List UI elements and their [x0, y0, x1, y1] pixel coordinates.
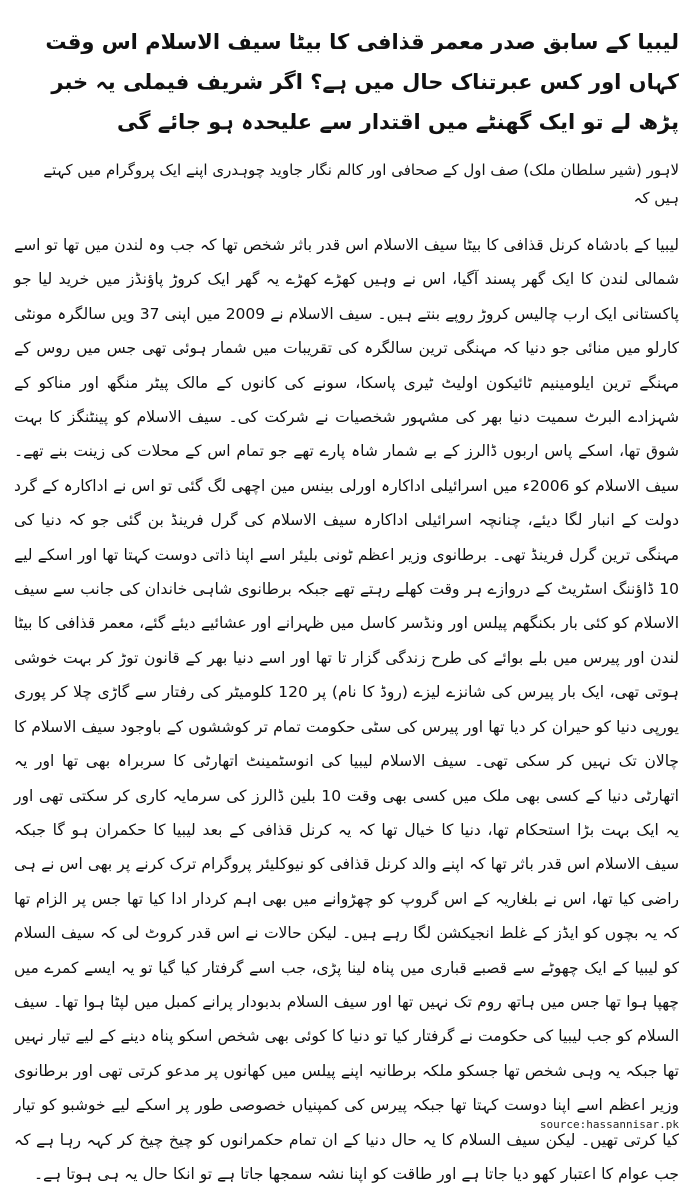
article-body: لیبیا کے بادشاہ کرنل قذافی کا بیٹا سیف الاسلام اس قدر باثر شخص تھا کہ جب وہ لندن میں تھا تو اسے شمالی لندن کا ایک گھر پسند آگیا، اس نے وہیں کھڑے کھڑے یہ گھر ایک کروڑ پاؤنڈز میں خرید لیا جو پاکستانی ایک ارب چالیس کروڑ روپے بنتے ہیں۔ سیف الاسلام نے 2009 میں اپنی 37 ویں سالگرہ مونٹی کارلو میں منائی جو دنیا کہ مہنگی ترین سالگرہ کی تقریبات میں شمار ہوئی تھی جس میں روس کے مہنگے ترین ایلومینیم ٹائیکون اولیٹ ٹیری پاسکا، سونے کی کانوں کے مالک پیٹر منگھ اور مناکو کے شہزادے البرٹ سمیت دنیا بھر کی مشہور شخصیات نے شرکت کی۔ سیف الاسلام کو پینٹنگز کا بہت شوق تھا، اسکے پاس اربوں ڈالرز کے بے شمار شاہ پارے تھے جو تمام اس کے محلات کی زینت بنے تھے۔ سیف الاسلام کو 2006ء میں اسرائیلی اداکارہ اورلی بینس مین اچھی لگ گئی تو اس نے اداکارہ کے گرد دولت کے انبار لگا دیئے، چنانچہ اسرائیلی اداکارہ سیف الاسلام کی گرل فرینڈ بن گئی جو کہ دنیا کی مہنگی ترین گرل فرینڈ تھی۔ برطانوی وزیر اعظم ٹونی بلیئر اسے اپنا ذاتی دوست کہتا تھا اور اسکے لیے 10 ڈاؤننگ اسٹریٹ کے دروازے ہر وقت کھلے رہتے تھے جبکہ برطانوی شاہی خاندان کی جانب سے سیف الاسلام کو کئی بار بکنگھم پیلس اور ونڈسر کاسل میں ظہرانے اور عشائیے دیئے گئے، معمر قذافی کا بیٹا لندن اور پیرس میں بلے بوائے کی طرح زندگی گزار تا تھا اور اسے دنیا بھر کے قانون توڑ کر بہت خوشی ہوتی تھی، ایک بار پیرس کی شانزے لیزے (روڈ کا نام) پر 120 کلومیٹر کی رفتار سے گاڑی چلا کر پوری یورپی دنیا کو حیران کر دیا تھا اور پیرس کی سٹی حکومت تمام تر کوششوں کے باوجود سیف الاسلام کا چالان تک نہیں کر سکی تھی۔ سیف الاسلام لیبیا کی انوسٹمینٹ اتھارٹی کا سربراہ بھی تھا اور یہ اتھارٹی دنیا کے کسی بھی ملک میں کسی بھی وقت 10 بلین ڈالرز کی سرمایہ کاری کر سکتی تھی اور یہ ایک بہت بڑا استحکام تھا، دنیا کا خیال تھا کہ یہ کرنل قذافی کے بعد لیبیا کا حکمران ہو گا جبکہ سیف الاسلام اس قدر باثر تھا کہ اپنے والد کرنل قذافی کو نیوکلیئر پروگرام ترک کرنے پر بھی اس نے ہی راضی کیا تھا، اس نے بلغاریہ کے اس گروپ کو چھڑوانے میں بھی اہم کردار ادا کیا تھا جس پر الزام تھا کہ یہ بچوں کو ایڈز کے غلط انجیکشن لگا رہے ہیں۔ لیکن حالات نے اس قدر کروٹ لی کہ سیف السلام کو لیبیا کے ایک چھوٹے سے قصبے قباری میں پناہ لینا پڑی، جب اسے گرفتار کیا گیا تو یہ ایسے کمرے میں چھپا ہوا تھا جس میں ہاتھ روم تک نہیں تھا اور سیف السلام بدبودار پرانے کمبل میں لپٹا ہوا تھا۔ سیف السلام کو جب لیبیا کی حکومت نے گرفتار کیا تو دنیا کا کوئی بھی شخص اسکو پناہ دینے کے لیے تیار نہیں تھا جبکہ یہ وہی شخص تھا جسکو ملکہ برطانیہ اپنے پیلس میں کھانوں پر مدعو کرتی تھی اور برطانوی وزیر اعظم اسے اپنا دوست کہتا تھا جبکہ پیرس کی کمپنیاں خصوصی طور پر اسکے لیے خوشبو کو تیار کیا کرتی تھیں۔ لیکن سیف السلام کا یہ حال دنیا کے ان تمام حکمرانوں کو چیخ چیخ کر کہہ رہا ہے کہ جب عوام کا اعتبار کھو دیا جاتا ہے اور طاقت کو اپنا نشہ سمجھا جاتا ہے تو انکا حال یہ ہی ہوتا ہے۔	[14, 236, 679, 1183]
article-headline: لیبیا کے سابق صدر معمر قذافی کا بیٹا سیف الاسلام اس وقت کہاں اور کس عبرتناک حال میں ہے؟ اگر شریف فیملی یہ خبر پڑھ لے تو ایک گھنٹے میں اقتدار سے علیحدہ ہو جائے گی	[45, 30, 679, 134]
source-credit: source:hassannisar.pk	[539, 1118, 679, 1131]
article-byline: لاہور (شیر سلطان ملک) صف اول کے صحافی اور کالم نگار جاوید چوہدری اپنے ایک پروگرام میں کہتے ہیں کہ	[43, 161, 679, 207]
